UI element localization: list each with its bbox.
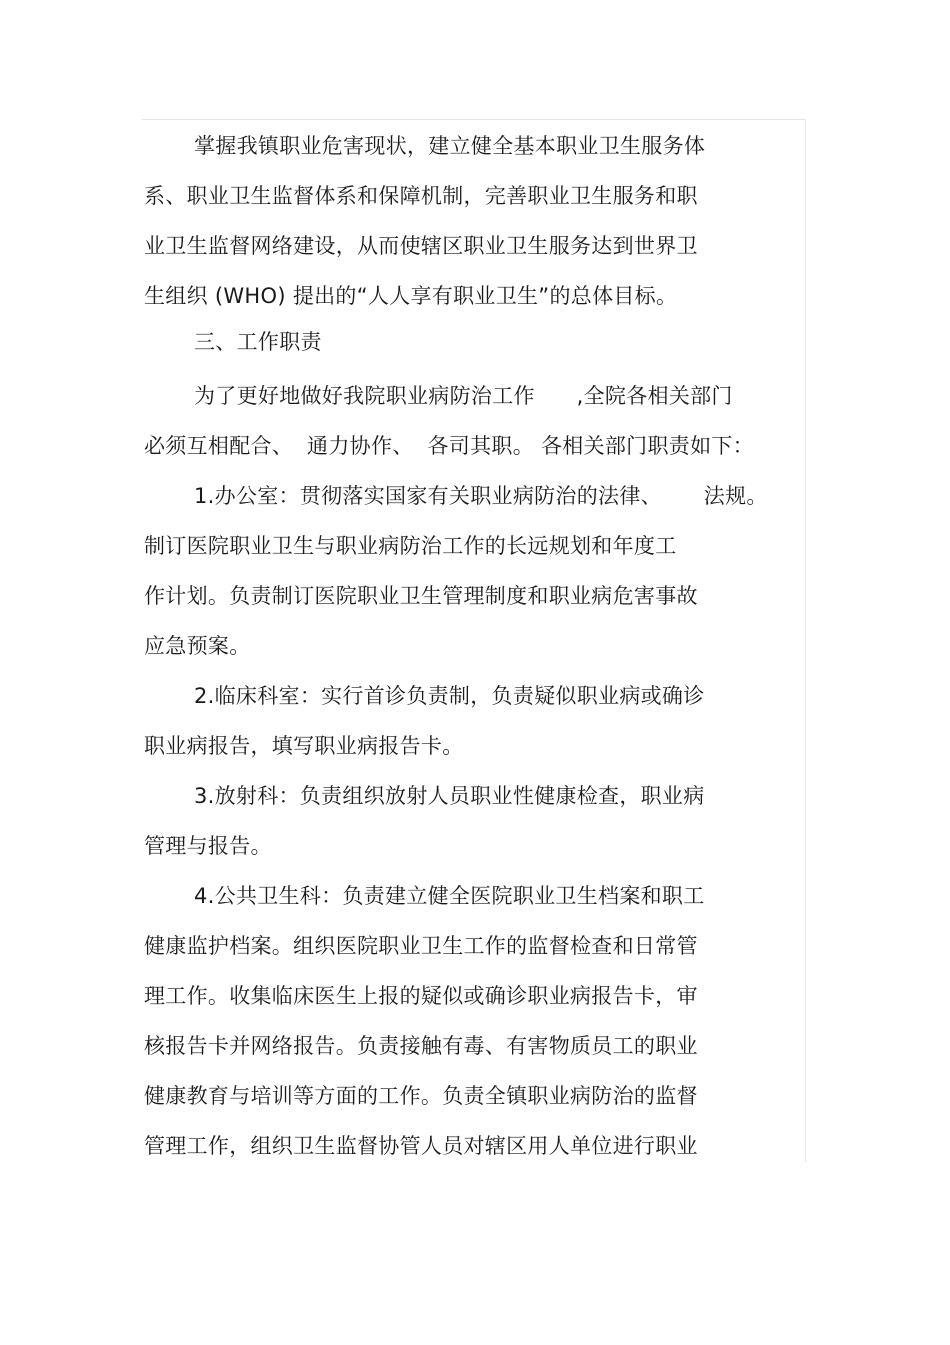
text-line: 健康监护档案。组织医院职业卫生工作的监督检查和日常管 [144, 934, 698, 958]
text-line: 健康教育与培训等方面的工作。负责全镇职业病防治的监督 [144, 1084, 698, 1108]
text-line: 4.公共卫生科：负责建立健全医院职业卫生档案和职工 [194, 884, 705, 908]
text-line: 管理工作，组织卫生监督协管人员对辖区用人单位进行职业 [144, 1134, 698, 1158]
text-line: 2.临床科室：实行首诊负责制，负责疑似职业病或确诊 [194, 684, 705, 708]
text-line: 理工作。收集临床医生上报的疑似或确诊职业病报告卡，审 [144, 984, 698, 1008]
text-line: 制订医院职业卫生与职业病防治工作的长远规划和年度工 [144, 534, 677, 558]
text-line: 业卫生监督网络建设，从而使辖区职业卫生服务达到世界卫 [144, 234, 698, 258]
text-line: 应急预案。 [144, 634, 251, 658]
text-line: 系、职业卫生监督体系和保障机制，完善职业卫生服务和职 [144, 184, 698, 208]
text-line: 为了更好地做好我院职业病防治工作 ,全院各相关部门 [194, 384, 733, 408]
text-line: 3.放射科：负责组织放射人员职业性健康检查，职业病 [194, 784, 705, 808]
text-line: 核报告卡并网络报告。负责接触有毒、有害物质员工的职业 [144, 1034, 698, 1058]
text-line: 职业病报告，填写职业病报告卡。 [144, 734, 464, 758]
text-line: 管理与报告。 [144, 834, 272, 858]
text-line: 生组织 (WHO) 提出的“人人享有职业卫生”的总体目标。 [144, 284, 678, 308]
text-line: 掌握我镇职业危害现状，建立健全基本职业卫生服务体 [194, 134, 706, 158]
text-line: 必须互相配合、 通力协作、 各司其职。 各相关部门职责如下： [144, 434, 754, 458]
section-heading: 三、工作职责 [194, 330, 322, 354]
text-line: 1.办公室：贯彻落实国家有关职业病防治的法律、 法规。 [194, 484, 768, 508]
text-line: 作计划。负责制订医院职业卫生管理制度和职业病危害事故 [144, 584, 698, 608]
